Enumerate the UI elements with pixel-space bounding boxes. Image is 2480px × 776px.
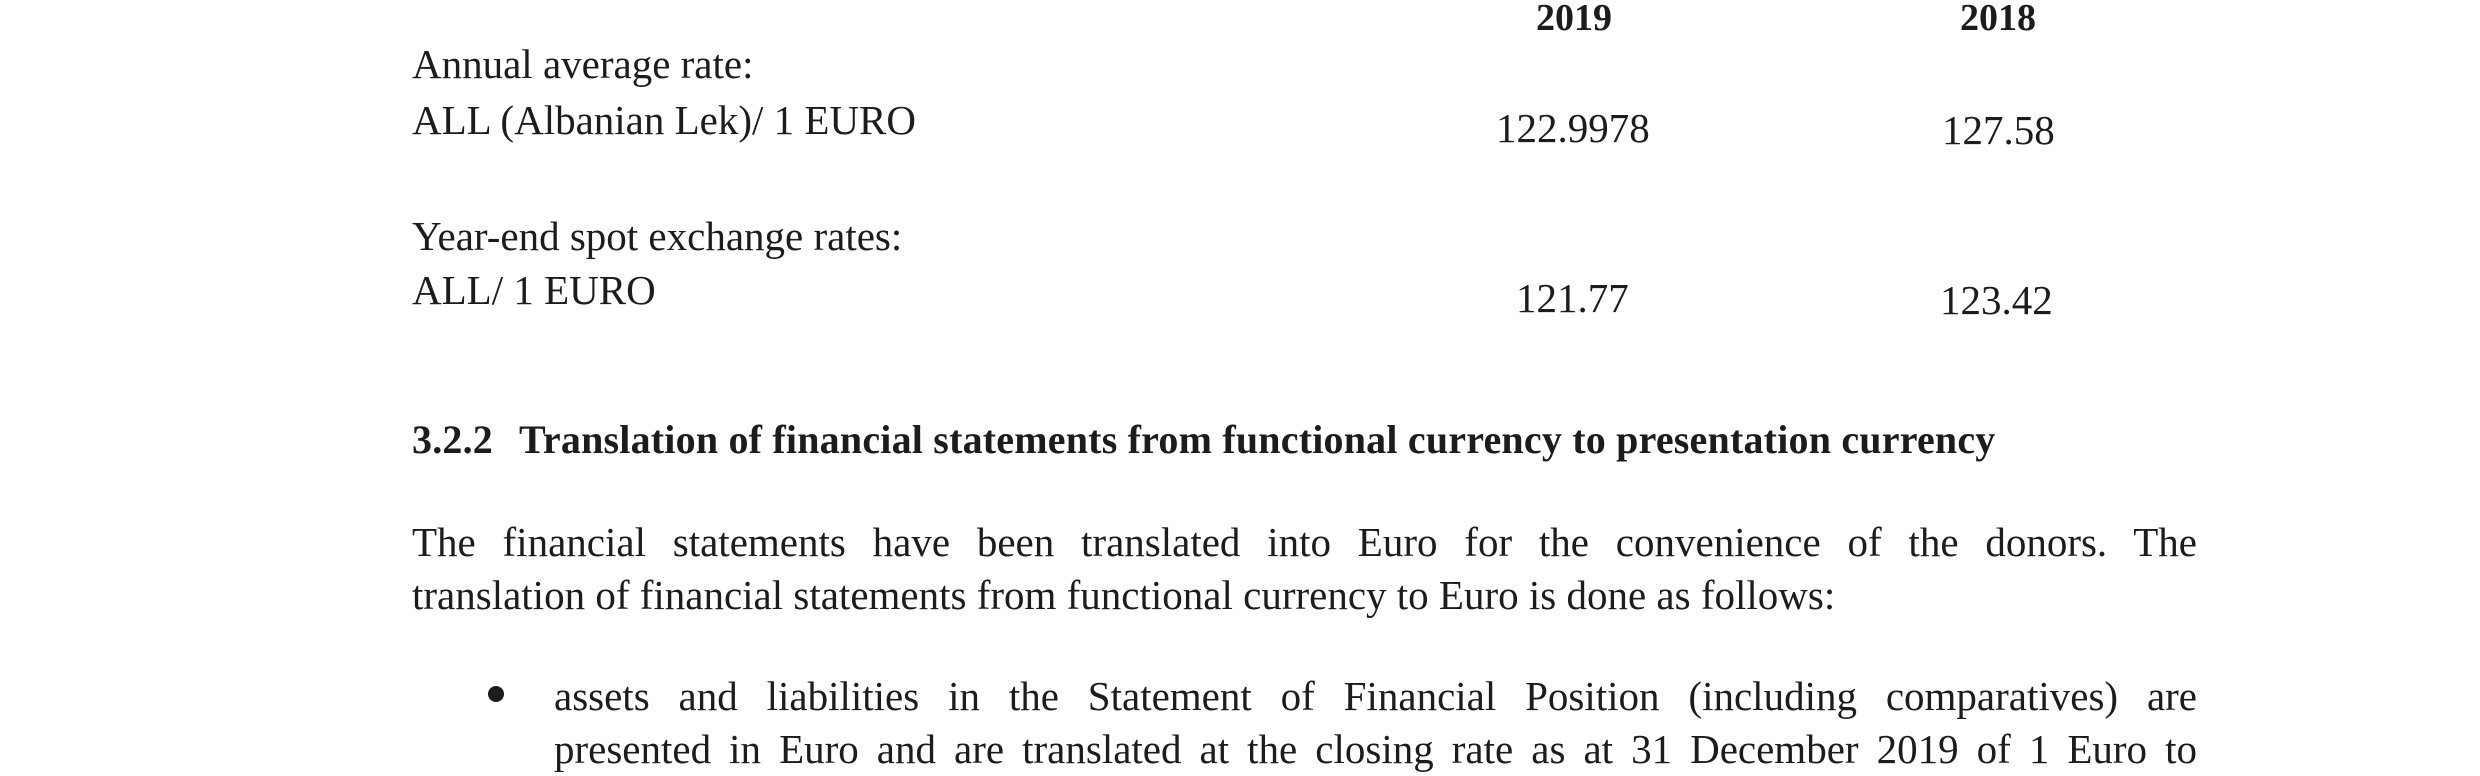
value-2018-average: 127.58 [1942, 107, 2055, 153]
column-header-2019: 2019 [1536, 0, 1612, 39]
section-number: 3.2.2 [412, 417, 493, 462]
body-paragraph [412, 516, 2197, 622]
section-label-annual-average: Annual average rate: [412, 41, 754, 87]
value-2019-spot: 121.77 [1516, 275, 1629, 321]
section-heading [412, 416, 1996, 463]
value-2018-spot: 123.42 [1940, 277, 2053, 323]
paragraph-line: The financial statements have been translated into Euro for the convenience of the donors. The [412, 519, 2197, 565]
column-header-2018: 2018 [1960, 0, 2036, 39]
section-label-year-end-spot: Year-end spot exchange rates: [412, 213, 903, 259]
bullet-line: assets and liabilities in the Statement of Financial Position (including comparatives) are [554, 673, 2197, 719]
value-2019-average: 122.9978 [1496, 105, 1650, 151]
bullet-item [554, 670, 2197, 776]
row-label-all-euro-spot: ALL/ 1 EURO [412, 267, 656, 313]
row-label-all-euro-average: ALL (Albanian Lek)/ 1 EURO [412, 97, 917, 143]
paragraph-line: translation of financial statements from functional currency to Euro is done as follows: [412, 572, 1836, 618]
section-title: Translation of financial statements from functional currency to presentation currency [519, 417, 1996, 462]
bullet-icon [488, 686, 504, 702]
bullet-line: presented in Euro and are translated at the closing rate as at 31 December 2019 of 1 Euro to [554, 726, 2197, 772]
